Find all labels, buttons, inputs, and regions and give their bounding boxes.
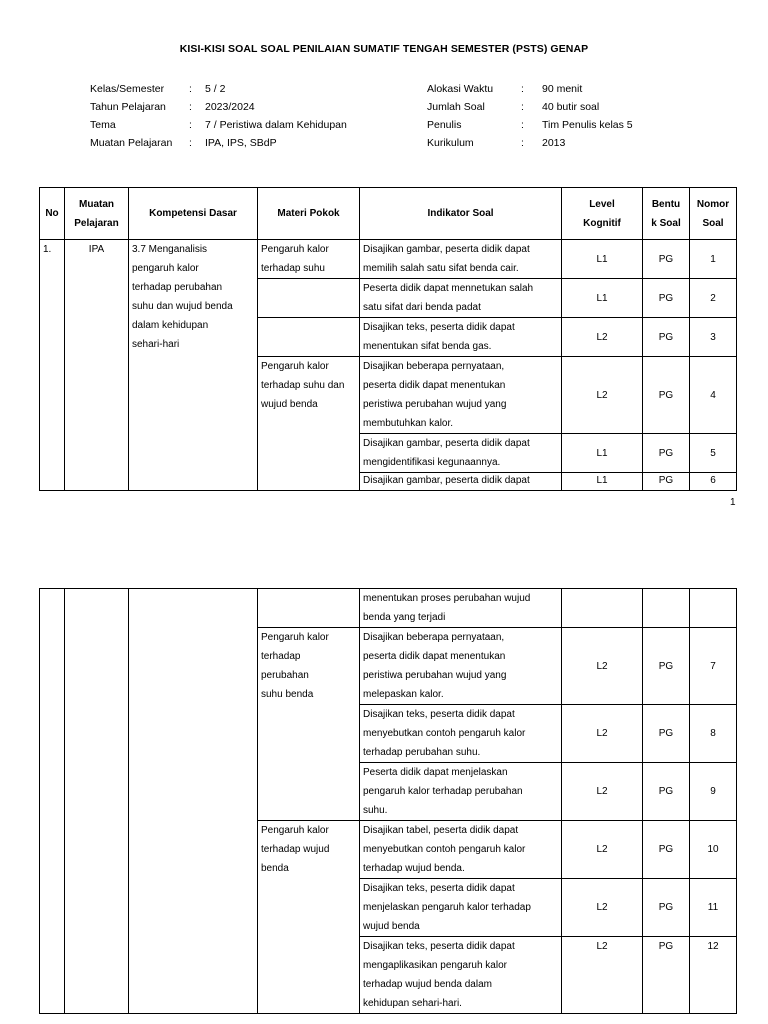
info-value: IPA, IPS, SBdP — [205, 137, 277, 149]
cell-bentuk: PG — [643, 628, 690, 705]
cell-nomor — [690, 589, 737, 628]
materi-line: terhadap wujud — [261, 844, 330, 855]
cell-indikator — [360, 240, 562, 279]
cell-nomor: 5 — [690, 434, 737, 473]
cell-materi — [258, 821, 360, 1014]
info-value: 2013 — [542, 137, 566, 149]
cell-level: L2 — [562, 937, 643, 1014]
indikator-line: membutuhkan kalor. — [363, 418, 454, 429]
info-colon: : — [521, 101, 524, 113]
info-value: 40 butir soal — [542, 101, 600, 113]
cell-indikator — [360, 434, 562, 473]
cell-nomor: 12 — [690, 937, 737, 1014]
cell-no — [40, 589, 65, 1014]
materi-line: Pengaruh kalor — [261, 632, 329, 643]
cell-materi — [258, 589, 360, 628]
info-label: Kurikulum — [427, 137, 474, 149]
cell-level: L2 — [562, 357, 643, 434]
cell-level: L1 — [562, 473, 643, 491]
info-colon: : — [521, 137, 524, 149]
cell-indikator — [360, 763, 562, 821]
indikator-line: menentukan proses perubahan wujud — [363, 593, 531, 604]
cell-level: L2 — [562, 705, 643, 763]
cell-level — [562, 589, 643, 628]
info-label: Kelas/Semester — [90, 83, 165, 95]
cell-indikator — [360, 937, 562, 1014]
cell-indikator — [360, 473, 562, 491]
cell-nomor: 4 — [690, 357, 737, 434]
cell-nomor: 8 — [690, 705, 737, 763]
cell-nomor: 2 — [690, 279, 737, 318]
indikator-line: terhadap wujud benda. — [363, 863, 465, 874]
kd-line: sehari-hari — [132, 339, 180, 350]
cell-materi — [258, 318, 360, 357]
cell-nomor: 3 — [690, 318, 737, 357]
header-muatan — [65, 188, 129, 240]
cell-nomor: 7 — [690, 628, 737, 705]
indikator-line: menyebutkan contoh pengaruh kalor — [363, 844, 526, 855]
indikator-line: Disajikan teks, peserta didik dapat — [363, 322, 515, 333]
indikator-line: Peserta didik dapat mennetukan salah — [363, 283, 534, 294]
kd-line: suhu dan wujud benda — [132, 301, 233, 312]
info-value: 90 menit — [542, 83, 583, 95]
header-bentuk-line: k Soal — [651, 217, 681, 229]
materi-line: terhadap — [261, 651, 301, 662]
cell-bentuk: PG — [643, 821, 690, 879]
cell-bentuk: PG — [643, 473, 690, 491]
cell-nomor: 10 — [690, 821, 737, 879]
kd-line: terhadap perubahan — [132, 282, 223, 293]
cell-level: L2 — [562, 821, 643, 879]
indikator-line: Disajikan gambar, peserta didik dapat — [363, 244, 530, 255]
info-label: Alokasi Waktu — [427, 83, 494, 95]
cell-kd — [129, 240, 258, 491]
kisi-table-page1 — [39, 187, 737, 491]
header-muatan-line: Pelajaran — [74, 217, 119, 229]
cell-materi — [258, 357, 360, 491]
header-no: No — [40, 188, 65, 240]
table-row — [40, 589, 737, 628]
header-indikator: Indikator Soal — [360, 188, 562, 240]
cell-nomor: 6 — [690, 473, 737, 491]
materi-line: Pengaruh kalor — [261, 361, 329, 372]
materi-line: suhu benda — [261, 689, 314, 700]
indikator-line: Disajikan tabel, peserta didik dapat — [363, 825, 519, 836]
info-value: 5 / 2 — [205, 83, 226, 95]
header-materi: Materi Pokok — [258, 188, 360, 240]
indikator-line: melepaskan kalor. — [363, 689, 444, 700]
indikator-line: menjelaskan pengaruh kalor terhadap — [363, 902, 531, 913]
cell-bentuk — [643, 589, 690, 628]
indikator-line: mengidentifikasi kegunaannya. — [363, 457, 501, 468]
header-level-line: Level — [589, 198, 615, 210]
header-muatan-line: Muatan — [79, 198, 114, 210]
indikator-line: menentukan sifat benda gas. — [363, 341, 492, 352]
kd-line: 3.7 Menganalisis — [132, 244, 208, 255]
info-colon: : — [189, 119, 192, 131]
cell-bentuk: PG — [643, 434, 690, 473]
cell-bentuk: PG — [643, 879, 690, 937]
cell-no: 1. — [40, 240, 65, 491]
cell-indikator — [360, 879, 562, 937]
cell-materi — [258, 628, 360, 821]
indikator-line: terhadap wujud benda dalam — [363, 979, 492, 990]
cell-level: L2 — [562, 628, 643, 705]
cell-bentuk: PG — [643, 937, 690, 1014]
indikator-line: peristiwa perubahan wujud yang — [363, 670, 507, 681]
materi-line: Pengaruh kalor — [261, 244, 329, 255]
table-header-row — [40, 188, 737, 240]
header-nomor-line: Nomor — [696, 198, 730, 210]
cell-muatan: IPA — [65, 240, 129, 491]
indikator-line: terhadap perubahan suhu. — [363, 747, 481, 758]
indikator-line: satu sifat dari benda padat — [363, 302, 481, 313]
cell-materi — [258, 240, 360, 279]
materi-line: perubahan — [261, 670, 309, 681]
indikator-line: peristiwa perubahan wujud yang — [363, 399, 507, 410]
cell-indikator — [360, 357, 562, 434]
indikator-line: benda yang terjadi — [363, 612, 446, 623]
kd-line: dalam kehidupan — [132, 320, 209, 331]
header-bentuk — [643, 188, 690, 240]
cell-nomor: 11 — [690, 879, 737, 937]
cell-level: L1 — [562, 434, 643, 473]
cell-bentuk: PG — [643, 318, 690, 357]
indikator-line: Disajikan teks, peserta didik dapat — [363, 709, 515, 720]
cell-level: L2 — [562, 763, 643, 821]
cell-nomor: 1 — [690, 240, 737, 279]
info-value: Tim Penulis kelas 5 — [542, 119, 633, 131]
indikator-line: suhu. — [363, 805, 388, 816]
info-label: Muatan Pelajaran — [90, 137, 173, 149]
indikator-line: peserta didik dapat menentukan — [363, 380, 506, 391]
indikator-line: Disajikan beberapa pernyataan, — [363, 632, 505, 643]
cell-bentuk: PG — [643, 357, 690, 434]
cell-indikator — [360, 279, 562, 318]
indikator-line: memilih salah satu sifat benda cair. — [363, 263, 519, 274]
cell-indikator — [360, 318, 562, 357]
cell-kd — [129, 589, 258, 1014]
info-colon: : — [521, 119, 524, 131]
cell-indikator — [360, 705, 562, 763]
cell-bentuk: PG — [643, 705, 690, 763]
header-bentuk-line: Bentu — [651, 198, 681, 210]
indikator-line: Disajikan teks, peserta didik dapat — [363, 883, 515, 894]
materi-line: wujud benda — [261, 399, 318, 410]
cell-nomor: 9 — [690, 763, 737, 821]
indikator-line: Disajikan gambar, peserta didik dapat — [363, 438, 530, 449]
header-nomor — [690, 188, 737, 240]
table-row — [40, 240, 737, 279]
cell-level: L1 — [562, 279, 643, 318]
kd-line: pengaruh kalor — [132, 263, 199, 274]
indikator-line: pengaruh kalor terhadap perubahan — [363, 786, 523, 797]
header-level — [562, 188, 643, 240]
indikator-line: peserta didik dapat menentukan — [363, 651, 506, 662]
indikator-line: menyebutkan contoh pengaruh kalor — [363, 728, 526, 739]
header-kd: Kompetensi Dasar — [129, 188, 258, 240]
cell-level: L2 — [562, 318, 643, 357]
cell-level: L1 — [562, 240, 643, 279]
cell-materi — [258, 279, 360, 318]
indikator-line: Disajikan teks, peserta didik dapat — [363, 941, 515, 952]
cell-muatan — [65, 589, 129, 1014]
header-nomor-line: Soal — [702, 217, 724, 229]
cell-indikator — [360, 628, 562, 705]
indikator-line: mengaplikasikan pengaruh kalor — [363, 960, 507, 971]
indikator-line: Disajikan beberapa pernyataan, — [363, 361, 505, 372]
indikator-line: Peserta didik dapat menjelaskan — [363, 767, 508, 778]
materi-line: terhadap suhu — [261, 263, 325, 274]
materi-line: Pengaruh kalor — [261, 825, 329, 836]
info-label: Jumlah Soal — [427, 101, 485, 113]
page-number: 1 — [730, 497, 736, 508]
indikator-line: Disajikan gambar, peserta didik dapat — [363, 475, 530, 486]
info-label: Tahun Pelajaran — [90, 101, 166, 113]
materi-line: terhadap suhu dan — [261, 380, 345, 391]
info-value: 2023/2024 — [205, 101, 255, 113]
indikator-line: kehidupan sehari-hari. — [363, 998, 462, 1009]
cell-bentuk: PG — [643, 279, 690, 318]
cell-indikator — [360, 821, 562, 879]
info-colon: : — [189, 137, 192, 149]
info-colon: : — [521, 83, 524, 95]
document-title: KISI-KISI SOAL SOAL PENILAIAN SUMATIF TENGAH SEMESTER (PSTS) GENAP — [179, 43, 589, 55]
info-colon: : — [189, 83, 192, 95]
info-label: Penulis — [427, 119, 462, 131]
kisi-table-page2 — [39, 588, 737, 1014]
info-label: Tema — [90, 119, 116, 131]
header-level-line: Kognitif — [583, 217, 621, 229]
cell-bentuk: PG — [643, 763, 690, 821]
info-value: 7 / Peristiwa dalam Kehidupan — [205, 119, 347, 131]
cell-level: L2 — [562, 879, 643, 937]
materi-line: benda — [261, 863, 289, 874]
cell-bentuk: PG — [643, 240, 690, 279]
cell-indikator — [360, 589, 562, 628]
indikator-line: wujud benda — [363, 921, 420, 932]
info-colon: : — [189, 101, 192, 113]
